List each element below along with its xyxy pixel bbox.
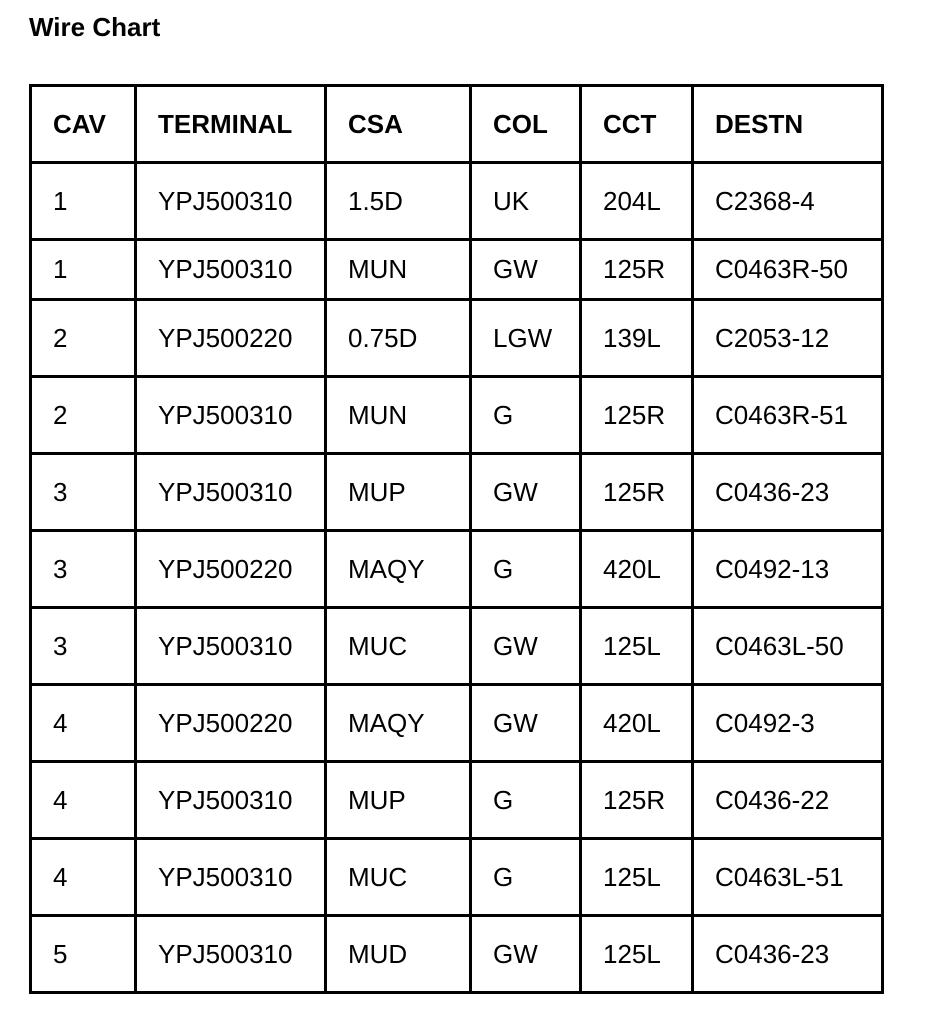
cell-col: G — [471, 377, 581, 454]
column-header-destn: DESTN — [693, 86, 883, 163]
cell-csa: MUN — [326, 240, 471, 300]
cell-destn: C0492-3 — [693, 685, 883, 762]
cell-destn: C0463L-51 — [693, 839, 883, 916]
table-row — [31, 454, 883, 531]
cell-csa: MAQY — [326, 531, 471, 608]
cell-destn: C0463R-50 — [693, 240, 883, 300]
cell-csa: MUC — [326, 839, 471, 916]
cell-cct: 125R — [581, 240, 693, 300]
cell-cct: 125R — [581, 377, 693, 454]
cell-cav: 3 — [31, 454, 136, 531]
cell-cav: 3 — [31, 531, 136, 608]
table-header-row — [31, 86, 883, 163]
cell-destn: C0463R-51 — [693, 377, 883, 454]
cell-destn: C0463L-50 — [693, 608, 883, 685]
cell-cav: 2 — [31, 300, 136, 377]
cell-cav: 1 — [31, 163, 136, 240]
cell-col: GW — [471, 916, 581, 993]
cell-cav: 2 — [31, 377, 136, 454]
table-row — [31, 839, 883, 916]
cell-csa: MAQY — [326, 685, 471, 762]
cell-destn: C0436-22 — [693, 762, 883, 839]
cell-cct: 420L — [581, 531, 693, 608]
cell-csa: MUP — [326, 454, 471, 531]
cell-cct: 125L — [581, 916, 693, 993]
cell-destn: C0436-23 — [693, 454, 883, 531]
cell-terminal: YPJ500310 — [136, 916, 326, 993]
table-row — [31, 300, 883, 377]
cell-destn: C2368-4 — [693, 163, 883, 240]
cell-cct: 420L — [581, 685, 693, 762]
cell-cct: 139L — [581, 300, 693, 377]
cell-cav: 3 — [31, 608, 136, 685]
cell-destn: C2053-12 — [693, 300, 883, 377]
cell-col: G — [471, 762, 581, 839]
table-row — [31, 240, 883, 300]
column-header-cct: CCT — [581, 86, 693, 163]
cell-col: GW — [471, 454, 581, 531]
cell-cav: 5 — [31, 916, 136, 993]
table-row — [31, 916, 883, 993]
cell-destn: C0436-23 — [693, 916, 883, 993]
cell-col: UK — [471, 163, 581, 240]
cell-cct: 125L — [581, 839, 693, 916]
cell-terminal: YPJ500220 — [136, 300, 326, 377]
cell-csa: MUN — [326, 377, 471, 454]
cell-cct: 204L — [581, 163, 693, 240]
cell-csa: MUC — [326, 608, 471, 685]
cell-terminal: YPJ500220 — [136, 531, 326, 608]
cell-col: G — [471, 839, 581, 916]
column-header-col: COL — [471, 86, 581, 163]
cell-cav: 1 — [31, 240, 136, 300]
cell-cct: 125R — [581, 762, 693, 839]
cell-csa: 0.75D — [326, 300, 471, 377]
page-title: Wire Chart — [29, 12, 161, 42]
column-header-terminal: TERMINAL — [136, 86, 326, 163]
column-header-cav: CAV — [31, 86, 136, 163]
cell-terminal: YPJ500310 — [136, 454, 326, 531]
cell-col: GW — [471, 608, 581, 685]
cell-col: GW — [471, 685, 581, 762]
cell-terminal: YPJ500310 — [136, 839, 326, 916]
cell-col: LGW — [471, 300, 581, 377]
table-row — [31, 531, 883, 608]
table-row — [31, 762, 883, 839]
table-row — [31, 377, 883, 454]
cell-col: G — [471, 531, 581, 608]
cell-csa: MUP — [326, 762, 471, 839]
cell-terminal: YPJ500310 — [136, 377, 326, 454]
cell-cav: 4 — [31, 839, 136, 916]
cell-terminal: YPJ500310 — [136, 762, 326, 839]
cell-terminal: YPJ500220 — [136, 685, 326, 762]
column-header-csa: CSA — [326, 86, 471, 163]
cell-csa: 1.5D — [326, 163, 471, 240]
cell-terminal: YPJ500310 — [136, 608, 326, 685]
cell-csa: MUD — [326, 916, 471, 993]
cell-cav: 4 — [31, 762, 136, 839]
cell-cav: 4 — [31, 685, 136, 762]
cell-destn: C0492-13 — [693, 531, 883, 608]
table-row — [31, 685, 883, 762]
cell-col: GW — [471, 240, 581, 300]
cell-cct: 125R — [581, 454, 693, 531]
cell-terminal: YPJ500310 — [136, 240, 326, 300]
cell-cct: 125L — [581, 608, 693, 685]
table-row — [31, 608, 883, 685]
table-row — [31, 163, 883, 240]
wire-chart-table — [29, 84, 884, 994]
cell-terminal: YPJ500310 — [136, 163, 326, 240]
